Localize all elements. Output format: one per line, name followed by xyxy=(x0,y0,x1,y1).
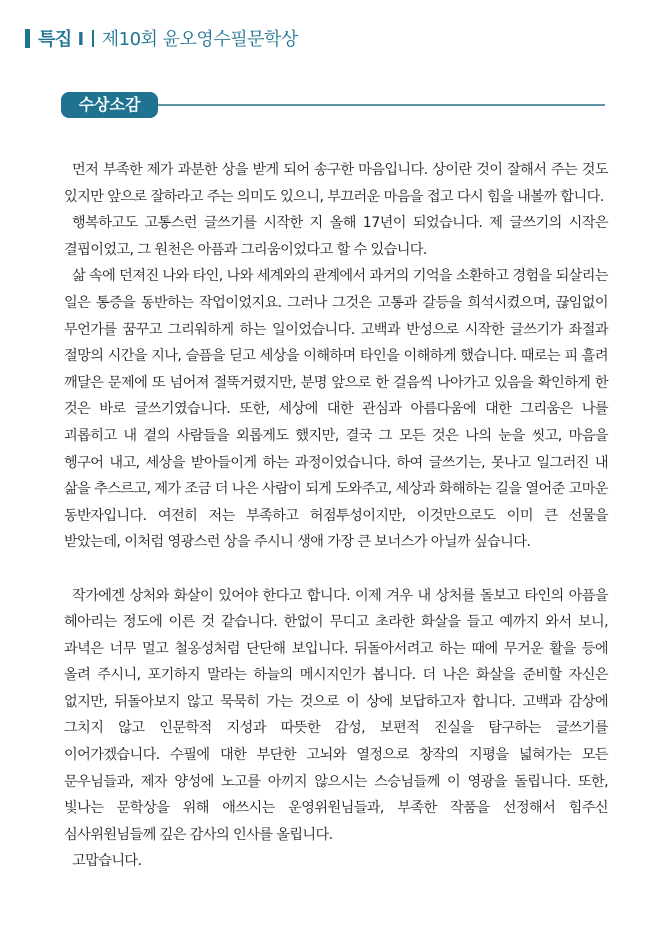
header-accent-bar xyxy=(25,29,30,48)
section-divider-line xyxy=(158,104,605,106)
header-series-label: 특집 I xyxy=(38,29,84,50)
header-divider xyxy=(92,30,94,47)
article-body xyxy=(64,157,608,875)
paragraph: 삶 속에 던져진 나와 타인, 나와 세계와의 관계에서 과거의 기억을 소환하고 경험을 되살리는 일은 통증을 동반하는 작업이었지요. 그러나 그것은 고통과 갈등을 희석시켰으며, 끊임없이 무언가를 꿈꾸고 그리워하게 하는 일이었습니다. 고백과 반성으로 시작한 글쓰기가 좌절과 절망의 시간을 지나, 슬픔을 딛고 세상을 이해하며 타인을 이해하게 했습니다. 때로는 피 흘려 깨달은 문제에 또 넘어져 절뚝거렸지만, 분명 앞으로 한 걸음씩 나아가고 있음을 확인하게 한 것은 바로 글쓰기였습니다. 또한, 세상에 대한 관심과 아름다움에 대한 그리움은 나를 괴롭히고 내 곁의 사람들을 외롭게도 했지만, 결국 그 모든 것은 나의 눈을 씻고, 마음을 헹구어 내고, 세상을 받아들이게 하는 과정이었습니다. 하여 글쓰기는, 못나고 일그러진 내 삶을 추스르고, 제가 조금 더 나은 사람이 되게 도와주고, 세상과 화해하는 길을 열어준 고마운 동반자입니다. 여전히 저는 부족하고 허점투성이지만, 이것만으로도 이미 큰 선물을 받았는데, 이처럼 영광스런 상을 주시니 생애 가장 큰 보너스가 아닐까 싶습니다. xyxy=(64,268,608,551)
paragraph: 먼저 부족한 제가 과분한 상을 받게 되어 송구한 마음입니다. 상이란 것이 잘해서 주는 것도 있지만 앞으로 잘하라고 주는 의미도 있으니, 부끄러운 마음을 접고 다시 힘을 내볼까 합니다. xyxy=(64,162,608,205)
page-title: 제10회 윤오영수필문학상 xyxy=(101,29,298,50)
section-heading xyxy=(61,92,606,119)
page-header xyxy=(25,26,298,50)
paragraph: 고맙습니다. xyxy=(72,853,142,870)
section-badge: 수상소감 xyxy=(61,92,158,118)
paragraph: 작가에겐 상처와 화살이 있어야 한다고 합니다. 이제 겨우 내 상처를 돌보고 타인의 아픔을 헤아리는 정도에 이른 것 같습니다. 한없이 무디고 초라한 화살을 들고 예까지 와서 보니, 과녁은 너무 멀고 철옹성처럼 단단해 보입니다. 뒤돌아서려고 하는 때에 무거운 활을 등에 올려 주시니, 포기하지 말라는 하늘의 메시지인가 봅니다. 더 나은 화살을 준비할 자신은 없지만, 뒤돌아보지 않고 묵묵히 가는 것으로 이 상에 보답하고자 합니다. 고백과 감상에 그치지 않고 인문학적 지성과 따뜻한 감성, 보편적 진실을 탐구하는 글쓰기를 이어가겠습니다. 수필에 대한 부단한 고뇌와 열정으로 창작의 지평을 넓혀가는 모든 문우님들과, 제자 양성에 노고를 아끼지 않으시는 스승님들께 이 영광을 돌립니다. 또한, 빛나는 문학상을 위해 애쓰시는 운영위원님들과, 부족한 작품을 선정해서 힘주신 심사위원님들께 깊은 감사의 인사를 올립니다. xyxy=(64,587,608,843)
paragraph: 행복하고도 고통스런 글쓰기를 시작한 지 올해 17년이 되었습니다. 제 글쓰기의 시작은 결핍이었고, 그 원천은 아픔과 그리움이었다고 할 수 있습니다. xyxy=(64,215,608,258)
paragraph-spacer xyxy=(64,556,608,583)
